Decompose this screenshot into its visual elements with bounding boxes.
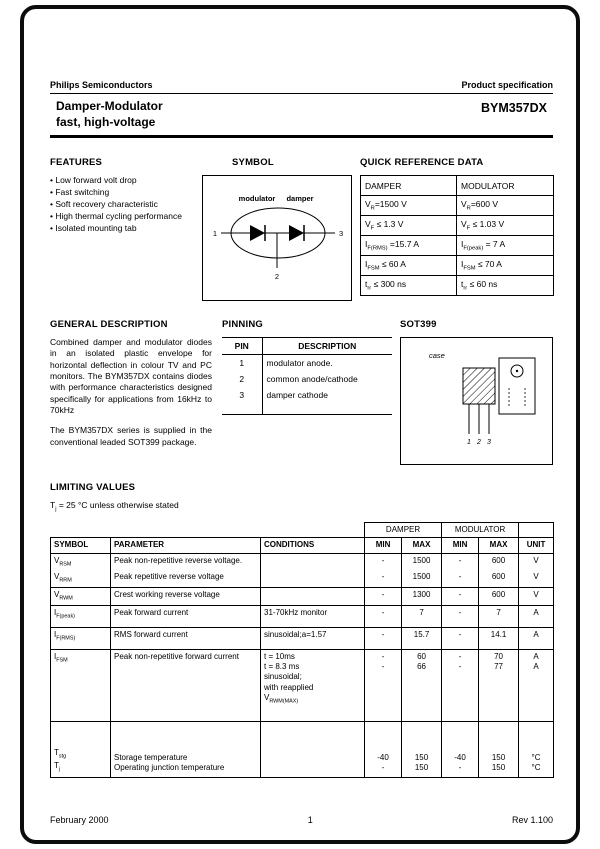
table-row (51, 570, 554, 587)
limiting-values-table (50, 522, 554, 778)
table-row (222, 387, 392, 415)
cell-modulator-min: - (442, 553, 479, 570)
cell-conditions (261, 570, 365, 587)
cell-modulator-max: 70 77 (479, 649, 519, 721)
cell-modulator-min: - (442, 605, 479, 627)
title-rule (50, 135, 553, 138)
package-heading: SOT399 (400, 319, 437, 331)
table-row (361, 256, 554, 276)
quick-reference-column (360, 157, 553, 301)
cell-symbol: $T_{stg}$ $T_j$ (51, 721, 111, 777)
cell-damper-min: - (365, 553, 402, 570)
diode-symbol-icon (203, 176, 351, 300)
group-damper: DAMPER (365, 522, 442, 537)
cell-conditions: t = 10ms t = 8.3 ms sinusoidal; with reapplied $V_{RWM(MAX)}$ (261, 649, 365, 721)
pin-description: modulator anode. (266, 358, 333, 369)
svg-text:damper: damper (286, 194, 314, 204)
pin-col-header: PIN (222, 338, 262, 355)
table-row (361, 276, 554, 296)
cell-unit: A (519, 605, 554, 627)
title-line-1: Damper-Modulator (56, 99, 163, 113)
qr-value: $V_F \le 1.3$ V (361, 216, 457, 236)
qr-value: $I_{F(RMS)} =15.7$ A (361, 236, 457, 256)
table-row (361, 196, 554, 216)
qr-value: $V_R=600$ V (457, 196, 554, 216)
cell-modulator-max: 600 (479, 570, 519, 587)
qr-value: $t_{rr} \le 300$ ns (361, 276, 457, 296)
pin-number: 1 (222, 355, 262, 372)
svg-text:1: 1 (467, 439, 471, 447)
col-max: MAX (479, 538, 519, 553)
svg-text:2: 2 (477, 439, 481, 447)
cell-damper-min: -40 - (365, 721, 402, 777)
feature-item: • Isolated mounting tab (50, 223, 196, 235)
cell-symbol: $V_{RRM}$ (51, 570, 111, 587)
cell-damper-max: 1500 (402, 570, 442, 587)
group-modulator: MODULATOR (442, 522, 519, 537)
svg-text:3: 3 (339, 229, 344, 239)
qr-value: $I_{FSM} \le 60$ A (361, 256, 457, 276)
title-line-2: fast, high-voltage (56, 114, 156, 129)
qr-col-modulator: MODULATOR (457, 176, 554, 196)
table-row (51, 605, 554, 627)
cell-damper-max: 15.7 (402, 627, 442, 649)
cell-conditions (261, 587, 365, 605)
pinning-heading: PINNING (222, 319, 263, 331)
cell-modulator-max: 600 (479, 553, 519, 570)
cell-damper-min: - (365, 627, 402, 649)
cell-parameter: Storage temperature Operating junction temperature (111, 721, 261, 777)
pinning-table (222, 337, 392, 415)
table-row (222, 371, 392, 387)
section-middle (50, 319, 553, 465)
qr-value: $I_{FSM} \le 70$ A (457, 256, 554, 276)
col-unit: UNIT (519, 538, 554, 553)
cell-parameter: RMS forward current (111, 627, 261, 649)
cell-modulator-max: 150 150 (479, 721, 519, 777)
cell-modulator-min: - (442, 587, 479, 605)
features-heading: FEATURES (50, 157, 103, 169)
features-list (50, 175, 196, 234)
header-brand: Philips Semiconductors (50, 80, 153, 90)
table-row (361, 216, 554, 236)
package-drawing (400, 337, 553, 465)
cell-unit: V (519, 553, 554, 570)
col-parameter: PARAMETER (111, 538, 261, 553)
cell-conditions (261, 553, 365, 570)
package-column (400, 319, 553, 465)
cell-symbol: $V_{RWM}$ (51, 587, 111, 605)
cell-damper-max: 1300 (402, 587, 442, 605)
desc-col-header: DESCRIPTION (262, 338, 392, 355)
cell-damper-min: - (365, 587, 402, 605)
cell-damper-max: 7 (402, 605, 442, 627)
cell-damper-min: - (365, 570, 402, 587)
svg-text:case: case (429, 351, 445, 361)
cell-unit: V (519, 587, 554, 605)
page-content (50, 80, 553, 778)
footer-date: February 2000 (50, 815, 109, 825)
pin-description: damper cathode (262, 387, 392, 415)
header-spec-type: Product specification (461, 80, 553, 90)
cell-conditions: sinusoidal;a=1.57 (261, 627, 365, 649)
symbol-heading: SYMBOL (232, 157, 274, 169)
cell-symbol: $I_{F(peak)}$ (51, 605, 111, 627)
symbol-column (202, 157, 360, 301)
cell-modulator-max: 7 (479, 605, 519, 627)
cell-damper-max: 60 66 (402, 649, 442, 721)
table-row (51, 721, 554, 777)
cell-symbol: $I_{F(RMS)}$ (51, 627, 111, 649)
cell-conditions (261, 721, 365, 777)
title-block (50, 99, 553, 130)
cell-unit: A (519, 627, 554, 649)
pinning-column (222, 319, 400, 465)
cell-unit: V (519, 570, 554, 587)
cell-symbol: $V_{RSM}$ (51, 553, 111, 570)
description-column (50, 319, 222, 465)
table-row (51, 587, 554, 605)
cell-modulator-max: 14.1 (479, 627, 519, 649)
pin-number: 3 (222, 387, 262, 415)
cell-modulator-min: -40 - (442, 721, 479, 777)
svg-text:3: 3 (487, 439, 491, 447)
table-row (361, 236, 554, 256)
col-conditions: CONDITIONS (261, 538, 365, 553)
pin-number: 2 (222, 371, 262, 387)
footer-page-number: 1 (307, 815, 313, 825)
svg-text:2: 2 (274, 272, 280, 282)
cell-modulator-min: - - (442, 649, 479, 721)
cell-modulator-max: 600 (479, 587, 519, 605)
table-row (51, 538, 554, 553)
description-paragraph: Combined damper and modulator diodes in an isolated plastic envelope for horizontal deflection in colour TV and PC monitors. The BYM357DX contains diodes with performance characteristics designed specifically for applications from 16kHz to 70kHz (50, 337, 212, 415)
cell-damper-min: - - (365, 649, 402, 721)
feature-item: • Low forward volt drop (50, 175, 196, 187)
description-paragraph: The BYM357DX series is supplied in the conventional leaded SOT399 package. (50, 425, 212, 447)
cell-parameter: Peak forward current (111, 605, 261, 627)
table-row (222, 355, 392, 372)
cell-parameter: Peak non-repetitive reverse voltage. (111, 553, 261, 570)
part-number: BYM357DX (481, 101, 547, 115)
cell-parameter: Crest working reverse voltage (111, 587, 261, 605)
col-min: MIN (442, 538, 479, 553)
qr-value: $I_{F(peak)} = 7$ A (457, 236, 554, 256)
feature-item: • High thermal cycling performance (50, 211, 196, 223)
cell-damper-max: 150 150 (402, 721, 442, 777)
table-row (51, 553, 554, 570)
footer-revision: Rev 1.100 (511, 815, 553, 825)
feature-item: • Fast switching (50, 187, 196, 199)
qr-col-damper: DAMPER (361, 176, 457, 196)
cell-modulator-min: - (442, 570, 479, 587)
table-row (361, 176, 554, 196)
feature-item: • Soft recovery characteristic (50, 199, 196, 211)
section-top (50, 157, 553, 301)
cell-damper-max: 1500 (402, 553, 442, 570)
limiting-values-section (50, 482, 553, 777)
table-row (51, 627, 554, 649)
page-title (50, 99, 163, 130)
features-column (50, 157, 202, 301)
general-description-text (50, 337, 212, 448)
pin-description: common anode/cathode (266, 374, 358, 385)
table-row (51, 522, 554, 537)
diode-symbol-drawing (202, 175, 352, 301)
table-row (51, 649, 554, 721)
cell-modulator-min: - (442, 627, 479, 649)
limiting-values-heading: LIMITING VALUES (50, 482, 136, 494)
qr-value: $t_{rr} \le 60$ ns (457, 276, 554, 296)
table-row (222, 338, 392, 355)
quick-reference-table (360, 175, 554, 296)
cell-damper-min: - (365, 605, 402, 627)
header-spacer (51, 522, 365, 537)
group-unit-spacer (519, 522, 554, 537)
limiting-values-note: $T_j = 25$ °C unless otherwise stated (50, 500, 179, 513)
col-min: MIN (365, 538, 402, 553)
cell-symbol: $I_{FSM}$ (51, 649, 111, 721)
quick-reference-heading: QUICK REFERENCE DATA (360, 157, 484, 169)
svg-text:modulator: modulator (238, 194, 276, 204)
package-outline-icon (401, 338, 552, 464)
qr-value: $V_R=1500$ V (361, 196, 457, 216)
header-rule (50, 93, 553, 94)
cell-parameter: Peak repetitive reverse voltage (111, 570, 261, 587)
col-max: MAX (402, 538, 442, 553)
cell-conditions: 31-70kHz monitor (261, 605, 365, 627)
document-footer (50, 815, 553, 825)
general-description-heading: GENERAL DESCRIPTION (50, 319, 168, 331)
qr-value: $V_F \le 1.03$ V (457, 216, 554, 236)
cell-unit: A A (519, 649, 554, 721)
svg-text:1: 1 (212, 229, 217, 239)
cell-unit: °C °C (519, 721, 554, 777)
cell-parameter: Peak non-repetitive forward current (111, 649, 261, 721)
document-header (50, 80, 553, 90)
col-symbol: SYMBOL (51, 538, 111, 553)
